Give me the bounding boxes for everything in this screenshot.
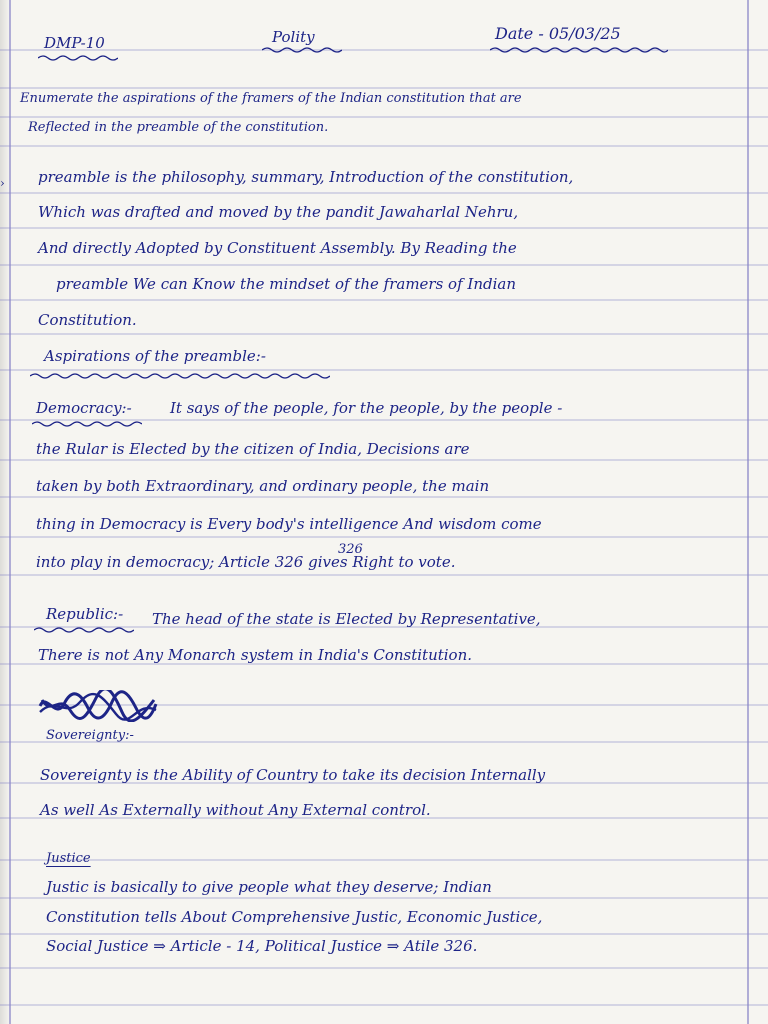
aspirations-heading-underline xyxy=(30,372,330,380)
democracy-line-1: It says of the people, for the people, by the people - xyxy=(170,399,563,417)
democracy-line-4: thing in Democracy is Every body's intelligence And wisdom come xyxy=(36,515,542,533)
right-margin-line xyxy=(747,0,749,1024)
question-line-2: Reflected in the preamble of the constitution. xyxy=(28,120,329,135)
header-subject-underline xyxy=(262,46,342,54)
header-date-underline xyxy=(490,46,668,54)
header-code: DMP-10 xyxy=(44,34,105,52)
justice-line-1: Justic is basically to give people what they deserve; Indian xyxy=(46,878,492,896)
justice-line-2: Constitution tells About Comprehensive Justic, Economic Justice, xyxy=(46,908,543,926)
intro-line-4: preamble We can Know the mindset of the framers of Indian xyxy=(56,275,516,293)
democracy-label-underline xyxy=(32,420,142,428)
republic-label: Republic:- xyxy=(46,605,124,623)
republic-label-underline xyxy=(34,626,134,634)
intro-line-1: preamble is the philosophy, summary, Introduction of the constitution, xyxy=(38,168,574,186)
sovereignty-label: Sovereignty:- xyxy=(46,728,134,743)
intro-line-2: Which was drafted and moved by the pandit Jawaharlal Nehru, xyxy=(38,203,519,221)
intro-line-3: And directly Adopted by Constituent Assembly. By Reading the xyxy=(38,239,517,257)
democracy-line-2: the Rular is Elected by the citizen of India, Decisions are xyxy=(36,440,470,458)
crossed-out-scribble xyxy=(36,690,160,722)
sovereignty-line-2: As well As Externally without Any External control. xyxy=(40,801,431,819)
republic-line-1: The head of the state is Elected by Representative, xyxy=(152,610,541,628)
justice-label: Justice xyxy=(46,851,91,866)
sovereignty-line-1: Sovereignty is the Ability of Country to take its decision Internally xyxy=(40,766,546,784)
aspirations-heading: Aspirations of the preamble:- xyxy=(44,347,266,365)
democracy-line-3: taken by both Extraordinary, and ordinary people, the main xyxy=(36,477,490,495)
header-date: Date - 05/03/25 xyxy=(495,24,621,43)
header-subject: Polity xyxy=(272,28,315,46)
bullet-marker: › xyxy=(0,176,5,190)
intro-line-5: Constitution. xyxy=(38,311,137,329)
democracy-article-superscript: 326 xyxy=(338,542,363,557)
democracy-line-5: into play in democracy; Article 326 gives Right to vote. xyxy=(36,553,456,571)
democracy-label: Democracy:- xyxy=(36,399,132,417)
question-line-1: Enumerate the aspirations of the framers of the Indian constitution that are xyxy=(20,91,522,106)
republic-line-2: There is not Any Monarch system in India's Constitution. xyxy=(38,646,473,664)
left-margin-line xyxy=(9,0,11,1024)
justice-line-3: Social Justice ⇒ Article - 14, Political Justice ⇒ Atile 326. xyxy=(46,937,478,955)
header-code-underline xyxy=(38,54,118,62)
